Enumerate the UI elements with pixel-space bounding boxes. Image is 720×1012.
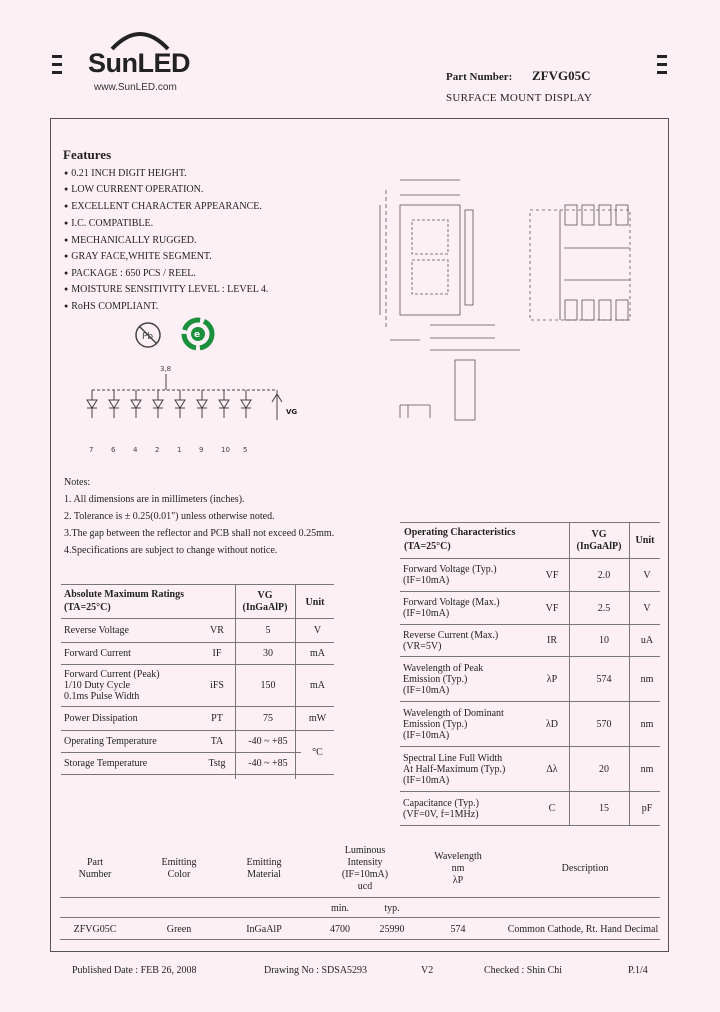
circuit-pin: 2 xyxy=(155,446,160,454)
feature-item: ● MOISTURE SENSITIVITY LEVEL : LEVEL 4. xyxy=(64,284,268,295)
abs-param-line3: 0.1ms Pulse Width xyxy=(64,691,140,702)
abs-param: Forward Current (Peak) xyxy=(64,669,160,680)
circuit-diagram xyxy=(72,358,312,458)
eco-recycle-icon xyxy=(181,317,215,351)
abs-param: Storage Temperature xyxy=(61,753,199,775)
abs-symbol: PT xyxy=(199,707,235,731)
footer-page: P.1/4 xyxy=(628,965,648,976)
op-value: 2.0 xyxy=(574,559,634,592)
op-param: Spectral Line Full Width xyxy=(403,752,503,764)
abs-param: Power Dissipation xyxy=(61,707,199,731)
abs-param: Operating Temperature xyxy=(61,731,199,753)
op-symbol: λD xyxy=(530,702,574,747)
sel-col-lum-1: Luminous xyxy=(344,845,386,856)
abs-max-condition: (TA=25°C) xyxy=(64,602,111,613)
notes-title: Notes: xyxy=(64,477,91,488)
footer-drawing: Drawing No : SDSA5293 xyxy=(264,965,368,976)
sel-lum-min: 4700 xyxy=(330,924,350,935)
abs-unit: °C xyxy=(301,731,334,775)
sel-col-lum-3: (IF=10mA) xyxy=(341,869,389,880)
sel-col-wave-2: nm xyxy=(451,863,465,874)
sel-col-part-1: Part xyxy=(86,857,104,868)
op-param: Wavelength of Dominant xyxy=(403,707,504,719)
feature-item: ● MECHANICALLY RUGGED. xyxy=(64,235,197,246)
op-char-condition: (TA=25°C) xyxy=(404,541,451,552)
op-symbol: Δλ xyxy=(530,747,574,792)
feature-item: ● 0.21 INCH DIGIT HEIGHT. xyxy=(64,168,187,179)
circuit-vg-label: VG xyxy=(286,408,298,416)
sel-col-material-2: Material xyxy=(247,869,281,880)
circuit-pin: 1 xyxy=(177,446,182,454)
op-symbol: VF xyxy=(530,592,574,625)
op-param: Forward Voltage (Max.) xyxy=(403,597,500,608)
sel-col-color-2: Color xyxy=(167,869,191,880)
footer-version: V2 xyxy=(421,965,434,976)
sel-col-material-1: Emitting xyxy=(246,857,282,868)
op-char-col-material: (InGaAlP) xyxy=(576,541,622,552)
op-param: Reverse Current (Max.) xyxy=(403,629,499,641)
sel-col-lum-2: Intensity xyxy=(347,857,383,868)
abs-unit: mA xyxy=(301,665,334,707)
op-value: 570 xyxy=(574,702,634,747)
no-pb-icon xyxy=(133,320,163,350)
abs-symbol: iFS xyxy=(199,665,235,707)
op-value: 2.5 xyxy=(574,592,634,625)
abs-unit: V xyxy=(301,619,334,643)
sel-col-wave-1: Wavelength xyxy=(434,851,482,862)
op-unit: uA xyxy=(634,625,660,657)
op-param-cond: (IF=10mA) xyxy=(403,729,450,741)
circuit-pin: 6 xyxy=(111,446,116,454)
op-symbol: λP xyxy=(530,657,574,702)
op-value: 574 xyxy=(574,657,634,702)
product-subtitle: SURFACE MOUNT DISPLAY xyxy=(446,92,593,104)
circuit-pin: 10 xyxy=(221,446,230,454)
abs-symbol: TA xyxy=(199,731,235,753)
op-unit: V xyxy=(634,559,660,592)
feature-item: ● EXCELLENT CHARACTER APPEARANCE. xyxy=(64,201,262,212)
op-param: Capacitance (Typ.) xyxy=(403,797,479,809)
sel-material: InGaAlP xyxy=(246,924,282,935)
sel-description: Common Cathode, Rt. Hand Decimal xyxy=(507,924,659,935)
op-value: 20 xyxy=(574,747,634,792)
feature-item: ● LOW CURRENT OPERATION. xyxy=(64,184,203,195)
footer-checked: Checked : Shin Chi xyxy=(484,965,563,976)
sel-color: Green xyxy=(166,924,192,935)
abs-value: 5 xyxy=(235,619,301,643)
brand-url: www.SunLED.com xyxy=(94,82,177,93)
abs-value: -40 ~ +85 xyxy=(235,731,301,753)
abs-max-col-material: (InGaAlP) xyxy=(242,602,288,613)
footer-published: Published Date : FEB 26, 2008 xyxy=(72,965,197,976)
sel-lum-typ: 25990 xyxy=(379,924,405,935)
op-param: Forward Voltage (Typ.) xyxy=(403,564,497,575)
abs-value: 75 xyxy=(235,707,301,731)
part-number: ZFVG05C xyxy=(532,68,591,83)
note-item: 3.The gap between the reflector and PCB shall not exceed 0.25mm. xyxy=(64,528,335,539)
op-value: 10 xyxy=(574,625,634,657)
op-unit: nm xyxy=(634,747,660,792)
sel-part: ZFVG05C xyxy=(73,924,117,935)
package-dimension-drawing xyxy=(320,150,660,430)
sel-sub-min: min. xyxy=(330,903,350,914)
sel-col-desc: Description xyxy=(561,863,609,874)
feature-item: ● I.C. COMPATIBLE. xyxy=(64,218,153,229)
note-item: 1. All dimensions are in millimeters (inches). xyxy=(64,494,245,505)
op-unit: V xyxy=(634,592,660,625)
note-item: 2. Tolerance is ± 0.25(0.01") unless otherwise noted. xyxy=(64,511,275,522)
op-value: 15 xyxy=(574,792,634,826)
sel-col-wave-3: λP xyxy=(452,875,464,886)
abs-unit: mA xyxy=(301,643,334,665)
sel-col-part-2: Number xyxy=(78,869,112,880)
op-char-title: Operating Characteristics xyxy=(404,527,516,538)
abs-param: Forward Current xyxy=(61,643,199,665)
op-unit: nm xyxy=(634,702,660,747)
op-unit: nm xyxy=(634,657,660,702)
features-title: Features xyxy=(63,147,112,162)
abs-value: 30 xyxy=(235,643,301,665)
abs-param-line2: 1/10 Duty Cycle xyxy=(64,680,131,691)
op-param-line2: At Half-Maximum (Typ.) xyxy=(403,763,506,775)
op-param-cond: (IF=10mA) xyxy=(403,575,450,586)
abs-unit: mW xyxy=(301,707,334,731)
abs-max-title: Absolute Maximum Ratings xyxy=(64,589,185,600)
sel-sub-typ: typ. xyxy=(384,903,400,914)
part-number-label: Part Number: xyxy=(446,71,513,83)
feature-item: ● RoHS COMPLIANT. xyxy=(64,301,158,312)
op-param-line2: Emission (Typ.) xyxy=(403,718,468,730)
svg-text:Pb: Pb xyxy=(142,332,154,342)
abs-max-col-unit: Unit xyxy=(305,597,325,608)
sel-col-color-1: Emitting xyxy=(161,857,197,868)
op-param-cond: (IF=10mA) xyxy=(403,774,450,786)
sel-wavelength: 574 xyxy=(450,924,466,935)
sel-col-lum-4: ucd xyxy=(357,881,373,892)
abs-symbol: Tstg xyxy=(199,753,235,775)
note-item: 4.Specifications are subject to change without notice. xyxy=(64,545,278,556)
feature-item: ● PACKAGE : 650 PCS / REEL. xyxy=(64,268,196,279)
op-param-cond: (IF=10mA) xyxy=(403,608,450,619)
abs-symbol: VR xyxy=(199,619,235,643)
circuit-common-label: 3,8 xyxy=(160,365,172,373)
circuit-pin: 4 xyxy=(133,446,138,454)
op-param: Wavelength of Peak xyxy=(403,662,484,674)
op-char-col-vg: VG xyxy=(591,529,607,540)
abs-value: -40 ~ +85 xyxy=(235,753,301,775)
circuit-pin: 5 xyxy=(243,446,248,454)
op-param-cond: (VF=0V, f=1MHz) xyxy=(403,808,479,820)
circuit-pin: 9 xyxy=(199,446,204,454)
op-symbol: VF xyxy=(530,559,574,592)
op-param-cond: (IF=10mA) xyxy=(403,684,450,696)
abs-value: 150 xyxy=(235,665,301,707)
op-symbol: IR xyxy=(530,625,574,657)
op-param-cond: (VR=5V) xyxy=(403,640,442,652)
abs-param: Reverse Voltage xyxy=(61,619,199,643)
op-char-col-unit: Unit xyxy=(635,535,655,546)
brand-logo: SunLED xyxy=(88,48,190,78)
abs-symbol: IF xyxy=(199,643,235,665)
op-unit: pF xyxy=(634,792,660,826)
abs-max-col-vg: VG xyxy=(257,590,273,601)
circuit-pin: 7 xyxy=(89,446,94,454)
svg-text:e: e xyxy=(194,330,201,340)
op-symbol: C xyxy=(530,792,574,826)
op-param-line2: Emission (Typ.) xyxy=(403,673,468,685)
feature-item: ● GRAY FACE,WHITE SEGMENT. xyxy=(64,251,212,262)
